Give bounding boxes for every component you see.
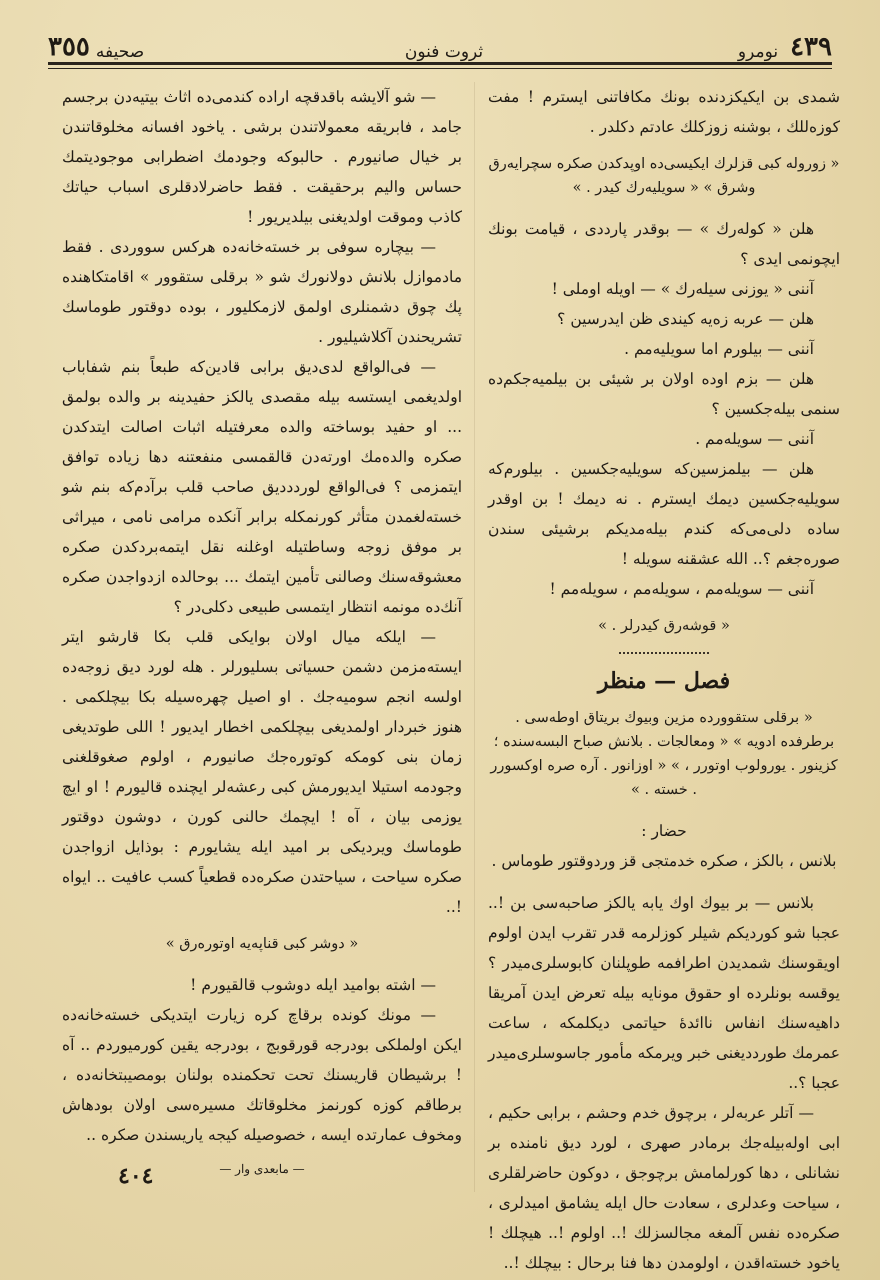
dialogue-line: — فی‌الواقع لدی‌دیق برابی قادین‌كه طبعاً بنم شفاباب اولدیغمی ایستسه بیله مقصدی یالكز حفیدینه بر والده بولمق ... او حفید بوساخته والده معرفتیله اثبات اصالت ایتدكدن صكره والده‌مك اورته‌دن قالقمسی منفعتنه دها زیاده توافق ایتمزمی ؟ فی‌الواقع لوردددیق صاحب قلب برآدم‌كه بنم شو خسته‌لغمدن متأثر كورنمكله برابر آنكده مرامی نامی ، میراثی بر موفق زوجه وساطتیله اوغلنه نقل ایتمه‌بردكدن صكره معشوقه‌سنك وصالنی تأمین ایتمك ... بوحالده ازدواجدن صكره آنك‌ده مونمه انتظار ایتمسی طبیعی دكلی‌در ؟	[62, 358, 462, 616]
dialogue-line: آننی — سویله‌مم .	[695, 430, 814, 448]
journal-title: ثروت فنون	[404, 42, 484, 62]
characters-list: بلانس ، بالكز ، صكره خدمتجی قز وردوقتور طوماس .	[491, 852, 837, 870]
page-label: صحيفه	[95, 42, 145, 62]
dialogue-line: — شو آلایشه باقدقچه اراده كندمی‌ده اثاث بیتیه‌دن برجسم جامد ، فابریقه معمولاتندن برشی . یاخود افسانه مخلوقاتندن بر خیال صانیورم . حالبوكه وجودمك اضطرابی موجودیتمك حساس والیم برحقیقت . فقط حاضرلادقلری اسباب حیاتك كاذب وموقت اولدیغنی بیلدیریور !	[62, 88, 462, 226]
stage-direction: « دوشر كبی قناپه‌یه اوتوره‌رق »	[165, 936, 359, 952]
signature-number: ٤٠٤	[118, 1163, 154, 1189]
dialogue-line: — مونك كونده برقاچ كره زیارت ایتدیكی خسته‌خانه‌ده ایكن اولملكی بودرجه قورقوبج ، بودرجه یقین كورمیوردم .. آه ! برشیطان قاریسنك تحت تحكمنده بولنان بومصیبتخانه‌ده ، برطاقم كوزه كورنمز مخلوقاتك مسیره‌سی اولان بودهاش ومخوف عمارتده ایسه ، خصوصیله كیجه یاریسندن صكره ..	[62, 1006, 462, 1144]
dialogue-line: هلن — بیلمزسین‌كه سویلیه‌جكسین . بیلورم‌كه سویلیه‌جكسین دیمك ایسترم . نه دیمك ! بن اوقدر ساده دلی‌می‌كه كندم بیله‌مدیكم برشیئی سندن صوره‌جغم ؟.. الله عشقنه سویله !	[488, 460, 840, 568]
stage-direction: « زوروله كبی قزلرك ایكیسی‌ده اوپدكدن صكره سچرایه‌رق وشرق » « سویلیه‌رك كیدر . »	[488, 156, 840, 196]
dialogue-line: آننی — بیلورم اما سویلیه‌مم .	[624, 340, 814, 358]
dialogue-line: هلن « كوله‌رك » — بوقدر پارددی ، قیامت بونك ایچونمی ایدی ؟	[488, 220, 840, 268]
dialogue-line: — آتلر عربه‌لر ، برچوق خدم وحشم ، برابی حكیم ، ابی اوله‌بیله‌جك برمادر صهری ، لورد دیق نامنده بر نشانلی ، دها كورلمامش برچوجق ، دوكون حاضرلقلری ، سیاحت وعدلری ، سعادت حال ایله یشامق امیدلری ، صكره‌ده نفس آلمغه مجالسزلك !.. اولوم !.. هیچلك ! یاخود خسته‌اقدن ، اولومدن دها فنا برحال : بیچلك !..	[488, 1104, 840, 1272]
issue-label: نومرو	[737, 42, 779, 62]
issue-number-group	[738, 32, 832, 62]
section-divider	[619, 652, 709, 656]
dialogue-line: هلن — عربه زه‌یه كیندی ظن ایدرسین ؟	[557, 310, 814, 328]
issue-number: ٤٣٩	[790, 32, 832, 62]
dialogue-line: — ایلكه میال اولان بوایكی قلب بكا قارشو ایتر ایسته‌مزمن دشمن حسیاتی بسلیورلر . هله لورد دیق زوجه‌ده اولسه انجم سومیه‌جك . او اصیل چهره‌سیله بكا بیچلكمی . هنوز خبردار اولمدیغی بیچلكمی اخطار ایدیور ! اللی طوتدیغی زمان بنی كومكه كوتوره‌جك صانیورم ، اولوم صغوقلغنی وجودمه استیلا ایدیورمش كبی رعشه‌لر ایچنده قالیورم ! او ایچ یوزمی بیان ، آه ! ایچمك حالنی كورن ، دوشون دوقتور طوماسك ویردیكی بر امید ایله یشایورم : بوذایل ازواجدن صكره سیاحت ، سیاحتدن صكره‌ده قطعیاً كسب عافیت .. ایواه !..	[62, 628, 462, 916]
dialogue-line: آننی « یوزنی سیله‌رك » — اویله اوملی !	[551, 280, 814, 298]
to-be-continued: — مابعدی وار —	[219, 1162, 305, 1176]
left-column	[62, 82, 462, 1184]
stage-direction: « قوشه‌رق كیدرلر . »	[598, 618, 730, 634]
page-number: ٣٥٥	[48, 32, 90, 62]
dialogue-line: آننی — سویله‌مم ، سویله‌مم ، سویله‌مم !	[549, 580, 814, 598]
act-heading: فصل — منظر	[597, 668, 731, 694]
dialogue-line: هلن — بزم اوده اولان بر شیئی بن بیلمیه‌جكم‌ده سنمی بیله‌جكسین ؟	[488, 370, 840, 418]
dialogue-line: — اشته بوامید ایله دوشوب قالقیورم !	[190, 976, 436, 994]
dialogue-line: — بیچاره سوفی بر خسته‌خانه‌ده هركس سووردی . فقط مادموازل بلانش دولانورك شو « برقلی ستقوور » اقامتكاهنده پك چوق دشمنلری اولمق لازمكلیور ، بوده دوقتور طوماسك تشریحندن آكلاشیلیور .	[62, 238, 462, 346]
column-divider	[474, 82, 475, 1192]
page-number-group	[48, 32, 150, 62]
right-column	[488, 82, 840, 1278]
page-header	[48, 28, 832, 62]
dialogue-line: بلانس — بر بیوك اوك یابه یالكز صاحبه‌سی بن !.. عجبا شو كوردیكم شیلر كوزلرمه قدر تقرب ایدن اولوم اویقوسنك شمدیدن اطرافمه طوپلنان كابوسلری‌میدر ؟ یوقسه بونلرده او حقوق مونایه بیله تعرض ایدن آمریقا داهیه‌سنك انفاس ناائده‌ٔ حیاتمی دیكلمكه ، ساعت عمرمك طورددیغنی خبر ویرمكه مأمور جاسوسلری‌میدر عجبا ؟..	[488, 894, 840, 1092]
paragraph: شمدی بن ایکیکزدنده بونك مكافاتنی ایسترم ! مفت كوزه‌للك ، بوشنه زوزكلك عادتم دكلدر .	[488, 88, 840, 136]
characters-label: حضار :	[641, 822, 687, 840]
header-rule	[48, 62, 832, 69]
scene-description: « برقلی ستقوورده مزین وبیوك بریتاق اوطه‌سی . برطرفده ادویه » « ومعالجات . بلانش صباح البسه‌سنده ؛ كزینور . یورولوب اوتورر ، » « اوزانور . آره صره اوكسورر . خسته . »	[490, 710, 838, 798]
